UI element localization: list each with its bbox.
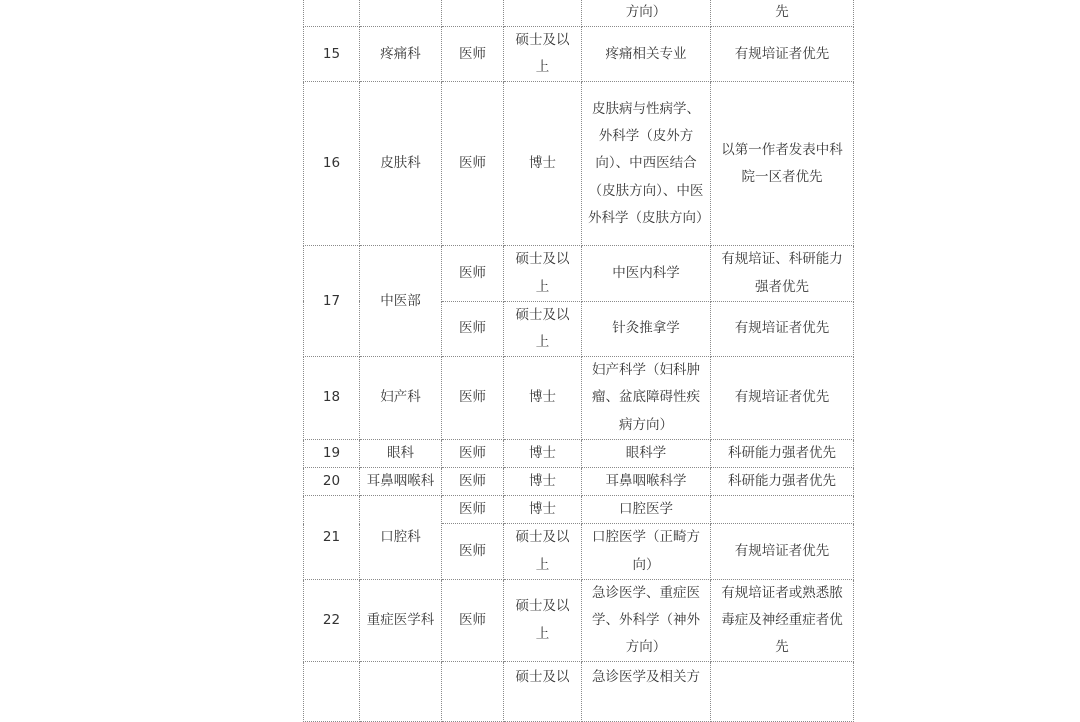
- table-cell-role: [442, 662, 504, 722]
- table-row: [304, 82, 854, 246]
- table-cell-role: 医师: [442, 439, 504, 467]
- table-cell-major: 眼科学: [582, 439, 711, 467]
- table-row: [304, 496, 854, 524]
- table-cell-req: 科研能力强者优先: [711, 439, 854, 467]
- table-cell-major: 针灸推拿学: [582, 301, 711, 356]
- table-cell-degree: 硕士及以上: [504, 579, 582, 662]
- table-cell-degree: 硕士及以: [504, 662, 582, 722]
- table-cell-major: 急诊医学、重症医学、外科学（神外方向）: [582, 579, 711, 662]
- recruitment-table: [303, 0, 854, 722]
- table-row: [304, 579, 854, 662]
- table-cell-no: 22: [304, 579, 360, 662]
- table-cell-role: 医师: [442, 496, 504, 524]
- table-row: [304, 357, 854, 440]
- table-cell-degree: 硕士及以上: [504, 301, 582, 356]
- table-cell-no: 16: [304, 82, 360, 246]
- table-cell-dept: [360, 662, 442, 722]
- table-cell-no: 18: [304, 357, 360, 440]
- table-row: [304, 246, 854, 301]
- table-cell-dept: 耳鼻咽喉科: [360, 468, 442, 496]
- table-cell-dept: 口腔科: [360, 496, 442, 580]
- table-cell-role: 医师: [442, 579, 504, 662]
- table-cell-degree: [504, 0, 582, 27]
- table-cell-req: 有规培证者优先: [711, 357, 854, 440]
- table-cell-dept: 中医部: [360, 246, 442, 357]
- table-row: [304, 439, 854, 467]
- table-row: [304, 662, 854, 722]
- table-cell-degree: 博士: [504, 82, 582, 246]
- table-cell-req: 以第一作者发表中科院一区者优先: [711, 82, 854, 246]
- table-cell-major: 中医内科学: [582, 246, 711, 301]
- table-row: [304, 0, 854, 27]
- table-cell-major: 方向）: [582, 0, 711, 27]
- table-cell-req: 有规培证者优先: [711, 27, 854, 82]
- table-cell-major: 口腔医学: [582, 496, 711, 524]
- table-cell-req: 有规培证者优先: [711, 524, 854, 579]
- table-row: [304, 468, 854, 496]
- table-cell-degree: 博士: [504, 357, 582, 440]
- table-cell-degree: 硕士及以上: [504, 524, 582, 579]
- table-row: [304, 27, 854, 82]
- table-cell-major: 疼痛相关专业: [582, 27, 711, 82]
- table-cell-role: 医师: [442, 82, 504, 246]
- table-cell-degree: 博士: [504, 496, 582, 524]
- table-cell-role: 医师: [442, 357, 504, 440]
- table-cell-req: 有规培证、科研能力强者优先: [711, 246, 854, 301]
- table-cell-req: 先: [711, 0, 854, 27]
- table-cell-role: 医师: [442, 246, 504, 301]
- table-cell-dept: 妇产科: [360, 357, 442, 440]
- table-cell-role: 医师: [442, 524, 504, 579]
- table-cell-no: 20: [304, 468, 360, 496]
- table-cell-dept: 疼痛科: [360, 27, 442, 82]
- table-cell-dept: 眼科: [360, 439, 442, 467]
- table-cell-major: 耳鼻咽喉科学: [582, 468, 711, 496]
- table-cell-req: 科研能力强者优先: [711, 468, 854, 496]
- table-cell-req: [711, 496, 854, 524]
- table-cell-role: [442, 0, 504, 27]
- table-cell-dept: 重症医学科: [360, 579, 442, 662]
- table-cell-no: 17: [304, 246, 360, 357]
- table-cell-major: 口腔医学（正畸方向）: [582, 524, 711, 579]
- table-cell-req: 有规培证者优先: [711, 301, 854, 356]
- table-cell-no: [304, 662, 360, 722]
- table-cell-degree: 博士: [504, 439, 582, 467]
- table-cell-no: 19: [304, 439, 360, 467]
- table-cell-major: 皮肤病与性病学、外科学（皮外方向）、中西医结合（皮肤方向）、中医外科学（皮肤方向）: [582, 82, 711, 246]
- table-cell-no: [304, 0, 360, 27]
- table-cell-degree: 硕士及以上: [504, 246, 582, 301]
- table-cell-degree: 硕士及以上: [504, 27, 582, 82]
- table-cell-degree: 博士: [504, 468, 582, 496]
- table-cell-role: 医师: [442, 468, 504, 496]
- table-cell-no: 21: [304, 496, 360, 580]
- table-cell-req: [711, 662, 854, 722]
- table-cell-major: 急诊医学及相关方: [582, 662, 711, 722]
- table-cell-no: 15: [304, 27, 360, 82]
- table-cell-req: 有规培证者或熟悉脓毒症及神经重症者优先: [711, 579, 854, 662]
- table-cell-dept: 皮肤科: [360, 82, 442, 246]
- table-cell-dept: [360, 0, 442, 27]
- table-cell-role: 医师: [442, 301, 504, 356]
- table-cell-role: 医师: [442, 27, 504, 82]
- table-cell-major: 妇产科学（妇科肿瘤、盆底障碍性疾病方向）: [582, 357, 711, 440]
